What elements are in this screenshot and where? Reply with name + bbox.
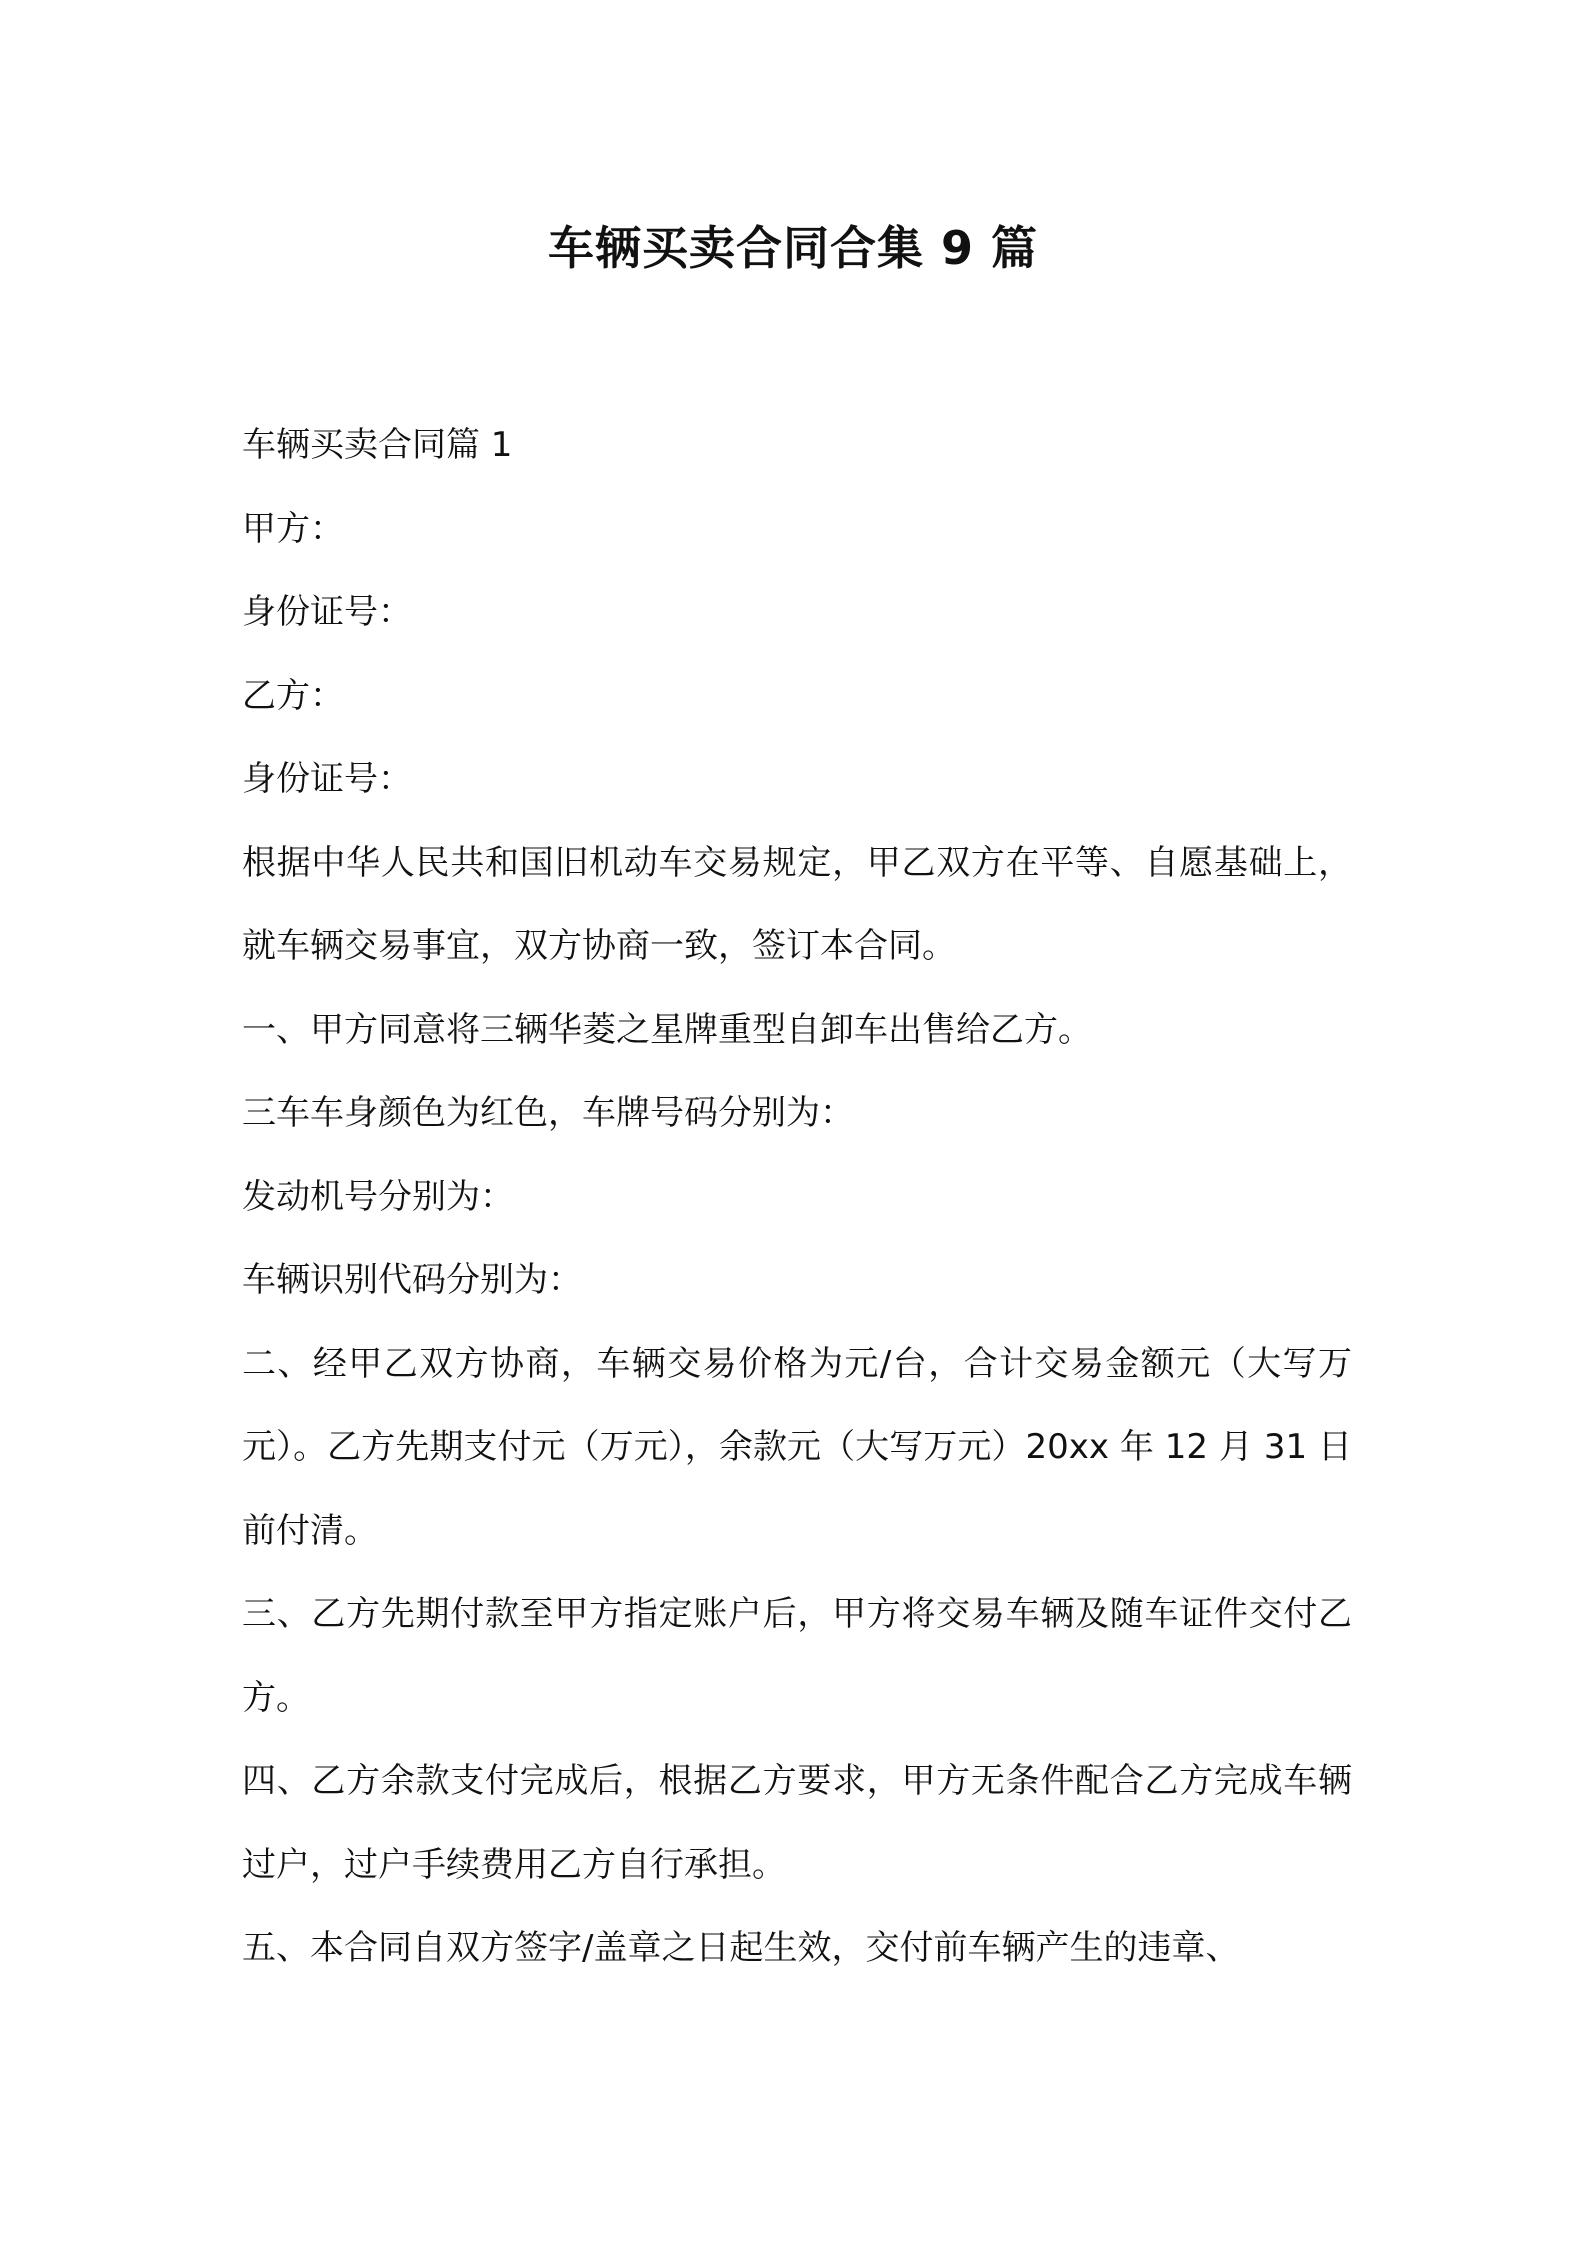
clause-4: 四、乙方余款支付完成后，根据乙方要求，甲方无条件配合乙方完成车辆过户，过户手续费用乙方自行承担。 bbox=[242, 1761, 1352, 1885]
section-heading: 车辆买卖合同篇 1 bbox=[242, 425, 513, 465]
preamble-paragraph: 根据中华人民共和国旧机动车交易规定，甲乙双方在平等、自愿基础上，就车辆交易事宜，双方协商一致，签订本合同。 bbox=[242, 842, 1352, 966]
vehicle-color-plates: 三车车身颜色为红色，车牌号码分别为： bbox=[242, 1093, 854, 1133]
clause-2: 二、经甲乙双方协商，车辆交易价格为元/台，合计交易金额元（大写万元）。乙方先期支付元（万元），余款元（大写万元）20xx 年 12 月 31 日前付清。 bbox=[242, 1343, 1352, 1551]
party-a-id-label: 身份证号： bbox=[242, 592, 412, 632]
clause-3: 三、乙方先期付款至甲方指定账户后，甲方将交易车辆及随车证件交付乙方。 bbox=[242, 1594, 1352, 1718]
document-body bbox=[242, 404, 1352, 1991]
party-a-label: 甲方： bbox=[242, 508, 344, 549]
party-b-id-label: 身份证号： bbox=[242, 759, 412, 799]
engine-numbers: 发动机号分别为： bbox=[242, 1176, 514, 1217]
clause-1: 一、甲方同意将三辆华菱之星牌重型自卸车出售给乙方。 bbox=[242, 1009, 1092, 1050]
clause-5: 五、本合同自双方签字/盖章之日起生效，交付前车辆产生的违章、 bbox=[242, 1928, 1240, 1968]
party-b-label: 乙方： bbox=[242, 675, 344, 716]
vin-codes: 车辆识别代码分别为： bbox=[242, 1260, 582, 1300]
document-title: 车辆买卖合同合集 9 篇 bbox=[547, 221, 1039, 275]
